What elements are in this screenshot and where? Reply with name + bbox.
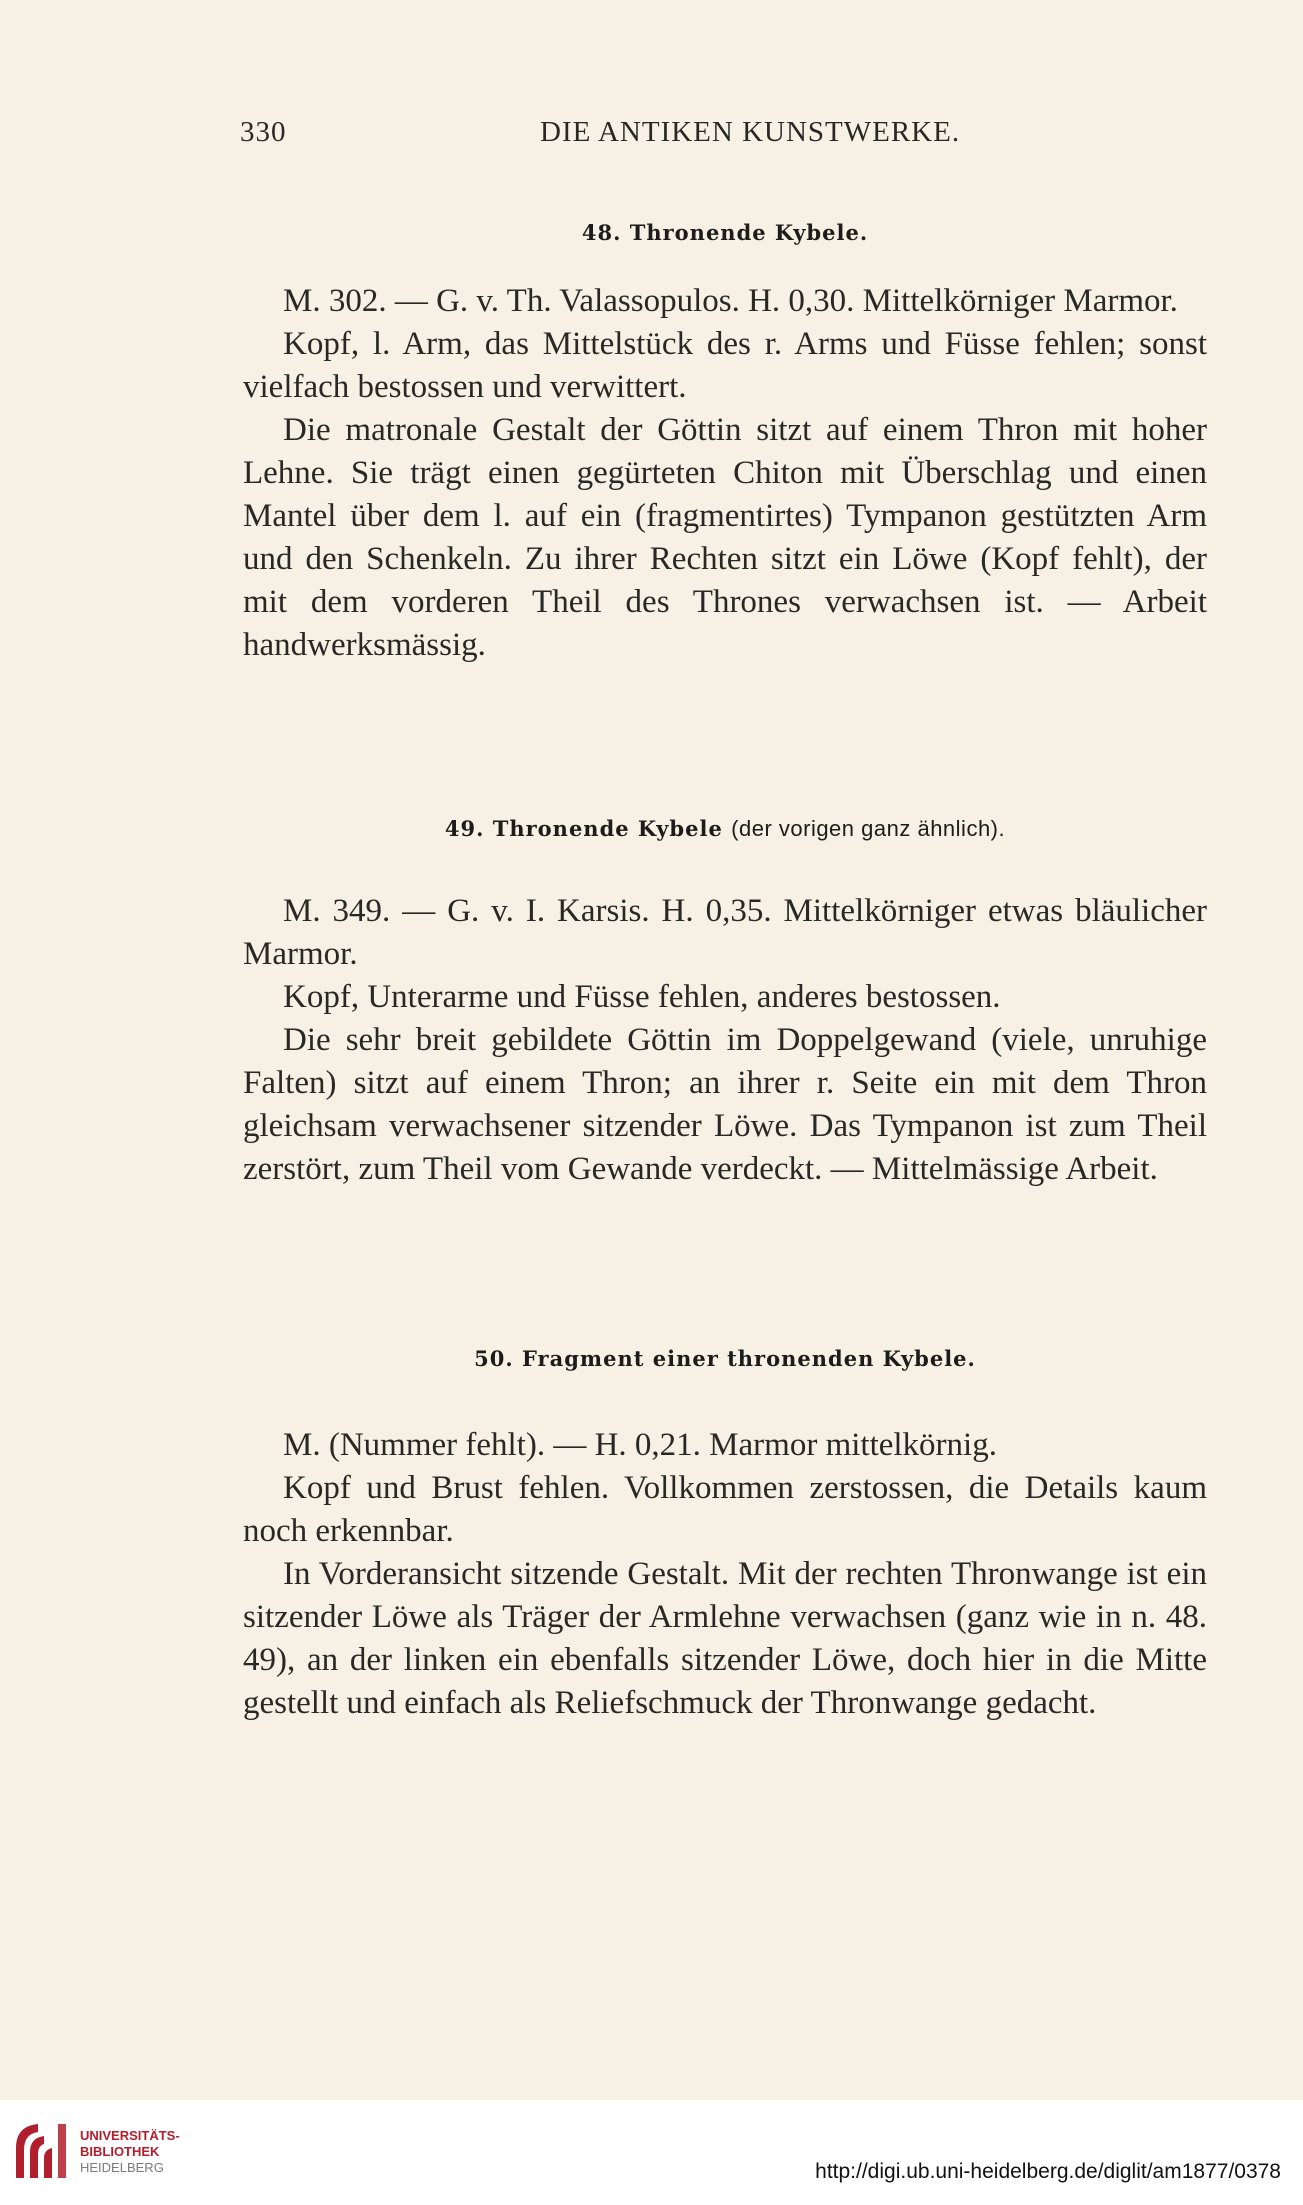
entry-50-title: 50. Fragment einer thronenden Kybele.: [474, 1346, 976, 1371]
entry-48-condition: Kopf, l. Arm, das Mittelstück des r. Arms und Füsse fehlen; sonst vielfach bestossen und verwittert.: [243, 326, 1207, 405]
running-title: DIE ANTIKEN KUNSTWERKE.: [540, 116, 961, 148]
page-number: 330: [240, 116, 287, 148]
entry-48-body: [243, 280, 1207, 667]
library-logo-icon: [12, 2118, 72, 2184]
entry-49-heading: [243, 816, 1207, 842]
entry-50-description: In Vorderansicht sitzende Gestalt. Mit der rechten Thronwange ist ein sitzender Löwe als Träger der Armlehne verwachsen (ganz wie in n. 48. 49), an der linken ein ebenfalls sitzender Löwe, doch hier in die Mitte gestellt und einfach als Reliefschmuck der Thronwange gedacht.: [243, 1556, 1207, 1721]
entry-50-heading: [243, 1346, 1207, 1371]
entry-49-subtitle: (der vorigen ganz ähnlich).: [731, 816, 1006, 841]
entry-49-condition: Kopf, Unterarme und Füsse fehlen, anderes bestossen.: [283, 979, 1001, 1015]
entry-49-title: 49. Thronende Kybele: [444, 816, 723, 841]
entry-49-description: Die sehr breit gebildete Göttin im Doppelgewand (viele, unruhige Falten) sitzt auf einem Thron; an ihrer r. Seite ein mit dem Thron gleichsam verwachsener sitzender Löwe. Das Tympanon ist zum Theil zerstört, zum Theil vom Gewande verdeckt. — Mittelmässige Arbeit.: [243, 1022, 1207, 1187]
entry-48-catalogue: M. 302. — G. v. Th. Valassopulos. H. 0,30. Mittelkörniger Marmor.: [283, 283, 1178, 319]
permalink-url[interactable]: http://digi.ub.uni-heidelberg.de/diglit/am1877/0378: [815, 2160, 1281, 2183]
logo-line-2: BIBLIOTHEK: [80, 2144, 160, 2159]
library-logo-text: [80, 2128, 180, 2176]
entry-48-heading: [243, 220, 1207, 245]
logo-line-1: UNIVERSITÄTS-: [80, 2128, 180, 2143]
entry-48-title: 48. Thronende Kybele.: [581, 220, 869, 245]
entry-50-condition: Kopf und Brust fehlen. Vollkommen zerstossen, die Details kaum noch erkennbar.: [243, 1470, 1207, 1549]
entry-49-body: [243, 890, 1207, 1191]
page-header: [240, 116, 1240, 156]
entry-50-catalogue: M. (Nummer fehlt). — H. 0,21. Marmor mittelkörnig.: [283, 1427, 997, 1463]
footer-band: [0, 2100, 1303, 2205]
entry-49-catalogue: M. 349. — G. v. I. Karsis. H. 0,35. Mittelkörniger etwas bläulicher Marmor.: [243, 893, 1207, 972]
entry-50-body: [243, 1424, 1207, 1725]
logo-line-3: HEIDELBERG: [80, 2160, 164, 2175]
entry-48-description: Die matronale Gestalt der Göttin sitzt auf einem Thron mit hoher Lehne. Sie trägt einen gegürteten Chiton mit Überschlag und einen Mantel über dem l. auf ein (fragmentirtes) Tympanon gestützten Arm und den Schenkeln. Zu ihrer Rechten sitzt ein Löwe (Kopf fehlt), der mit dem vorderen Theil des Thrones verwachsen ist. — Arbeit handwerksmässig.: [243, 412, 1207, 663]
